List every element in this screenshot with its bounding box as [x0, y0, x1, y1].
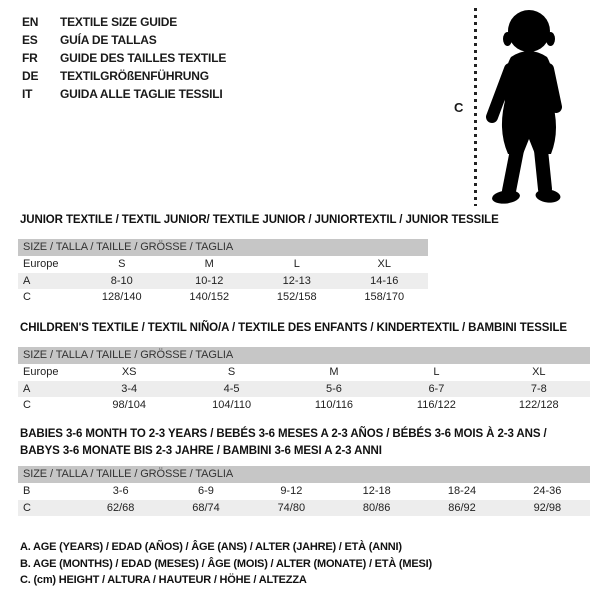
size-cell: XL [532, 366, 546, 379]
age-cell: 3-6 [112, 485, 129, 498]
height-cell: 74/80 [277, 501, 306, 514]
height-cell: 68/74 [192, 501, 220, 514]
size-cell: M [329, 366, 339, 379]
children-size-table [18, 347, 590, 414]
row-label: B [23, 485, 31, 498]
height-cell: 110/116 [314, 399, 354, 412]
age-cell: 10-12 [195, 274, 224, 287]
language-code: DE [22, 69, 39, 83]
size-header-bar: SIZE / TALLA / TAILLE / GRÖSSE / TAGLIA [18, 466, 590, 483]
section-title: CHILDREN'S TEXTILE / TEXTIL NIÑO/A / TEXTILE DES ENFANTS / KINDERTEXTIL / BAMBINI TESSILE [20, 322, 567, 334]
section-title [18, 426, 590, 459]
language-row-de [22, 67, 226, 85]
age-cell: 7-8 [530, 382, 547, 395]
height-dotted-line [474, 8, 477, 206]
row-label: A [23, 382, 31, 395]
table-row-height [18, 289, 428, 306]
legend-notes [20, 539, 432, 589]
language-title: GUIDE DES TAILLES TEXTILE [60, 51, 227, 65]
age-cell: 5-6 [326, 382, 342, 395]
children-textile-section [18, 322, 590, 414]
size-cell: XS [121, 366, 137, 379]
size-cell: L [433, 366, 440, 379]
row-label: A [23, 274, 31, 287]
table-row-age [18, 381, 590, 398]
age-cell: 18-24 [447, 485, 477, 498]
height-cell: 62/68 [106, 501, 135, 514]
size-cell: XL [377, 258, 391, 271]
age-cell: 12-13 [282, 274, 311, 287]
height-cell: 152/158 [276, 291, 317, 304]
size-cell: M [204, 258, 214, 271]
note-age-months: B. AGE (MONTHS) / EDAD (MESES) / ÂGE (MOIS) / ALTER (MONATE) / ETÀ (MESI) [20, 557, 432, 570]
note-height: C. (cm) HEIGHT / ALTURA / HAUTEUR / HÖHE / ALTEZZA [20, 574, 307, 586]
table-row-europe [18, 256, 428, 273]
size-header-bar: SIZE / TALLA / TAILLE / GRÖSSE / TAGLIA [18, 347, 590, 364]
height-cell: 122/128 [518, 399, 559, 412]
table-row-age-months [18, 483, 590, 500]
size-cell: L [293, 258, 300, 271]
section-title-line1: BABIES 3-6 MONTH TO 2-3 YEARS / BEBÉS 3-6 MESES A 2-3 AÑOS / BÉBÉS 3-6 MOIS À 2-3 ANS / [20, 428, 547, 440]
language-title: TEXTILE SIZE GUIDE [60, 15, 178, 29]
size-header-bar: SIZE / TALLA / TAILLE / GRÖSSE / TAGLIA [18, 239, 428, 256]
language-code: EN [22, 15, 39, 29]
language-title: GUÍA DE TALLAS [60, 33, 157, 47]
babies-size-table [18, 466, 590, 516]
height-cell: 140/152 [189, 291, 230, 304]
language-row-fr [22, 49, 226, 67]
age-cell: 12-18 [362, 485, 391, 498]
row-label: Europe [23, 366, 59, 379]
row-label: C [23, 291, 31, 304]
language-code: ES [22, 33, 38, 47]
height-cell: 104/110 [212, 399, 252, 412]
row-label: Europe [23, 258, 59, 271]
age-cell: 4-5 [223, 382, 240, 395]
language-row-it [22, 85, 226, 103]
size-cell: S [118, 258, 126, 271]
size-cell: S [227, 366, 236, 379]
note-age-years: A. AGE (YEARS) / EDAD (AÑOS) / ÂGE (ANS) / ALTER (JAHRE) / ETÀ (ANNI) [20, 541, 402, 553]
language-row-es [22, 31, 226, 49]
height-measure-label: C [454, 100, 464, 115]
language-row-en [22, 13, 226, 31]
height-figure [440, 0, 600, 215]
language-code: IT [22, 87, 33, 101]
height-cell: 86/92 [448, 501, 476, 514]
height-cell: 92/98 [533, 501, 562, 514]
language-title: TEXTILGRÖßENFÜHRUNG [60, 69, 209, 83]
height-cell: 116/122 [416, 399, 456, 412]
age-cell: 9-12 [280, 485, 303, 498]
language-code: FR [22, 51, 38, 65]
age-cell: 24-36 [533, 485, 562, 498]
age-cell: 6-7 [428, 382, 445, 395]
table-row-europe [18, 364, 590, 381]
age-cell: 8-10 [110, 274, 133, 287]
junior-size-table [18, 239, 428, 306]
row-label: C [23, 501, 31, 514]
language-title-block [22, 13, 226, 103]
section-title: JUNIOR TEXTILE / TEXTIL JUNIOR/ TEXTILE JUNIOR / JUNIORTEXTIL / JUNIOR TESSILE [20, 214, 499, 226]
baby-silhouette-icon [482, 7, 574, 209]
height-cell: 128/140 [101, 291, 142, 304]
language-title: GUIDA ALLE TAGLIE TESSILI [60, 87, 223, 101]
age-cell: 6-9 [198, 485, 214, 498]
babies-textile-section [18, 426, 590, 516]
height-cell: 158/170 [364, 291, 405, 304]
table-row-height [18, 500, 590, 517]
row-label: C [23, 399, 31, 412]
age-cell: 3-4 [121, 382, 138, 395]
height-cell: 80/86 [362, 501, 391, 514]
table-row-height [18, 397, 590, 414]
table-row-age [18, 273, 428, 290]
height-cell: 98/104 [112, 399, 147, 412]
age-cell: 14-16 [370, 274, 399, 287]
section-title-line2: BABYS 3-6 MONATE BIS 2-3 JAHRE / BAMBINI 3-6 MESI A 2-3 ANNI [20, 444, 382, 457]
junior-textile-section [18, 214, 499, 306]
